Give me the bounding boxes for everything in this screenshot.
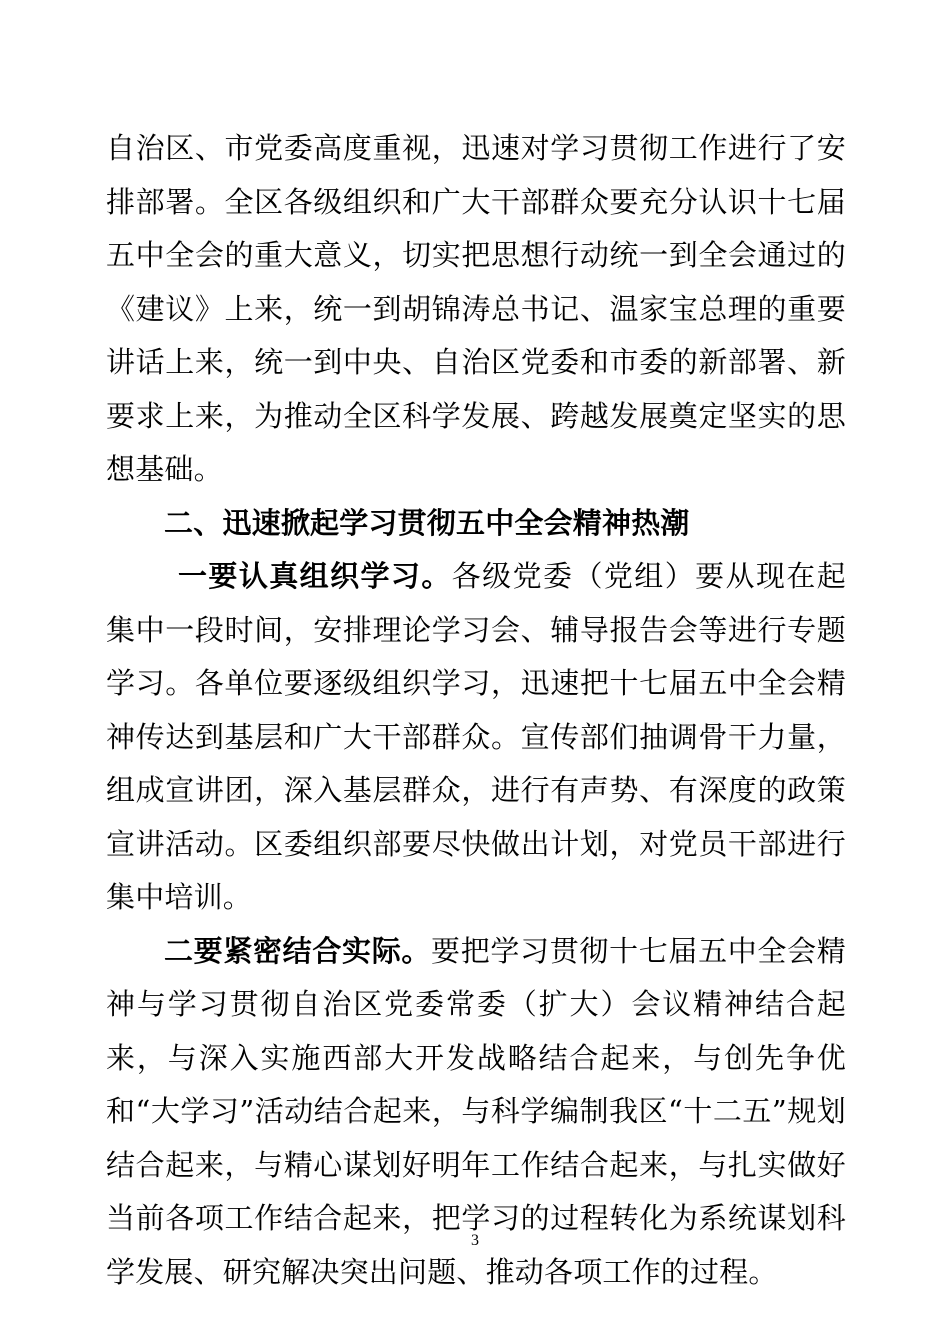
item-1-lead: 一要认真组织学习。 xyxy=(178,559,452,593)
paragraph-continuation: 自治区、市党委高度重视，迅速对学习贯彻工作进行了安排部署。全区各级组织和广大干部群众要充分认识十七届五中全会的重大意义，切实把思想行动统一到全会通过的《建议》上来，统一到胡锦涛总书记、温家宝总理的重要讲话上来，统一到中央、自治区党委和市委的新部署、新要求上来，为推动全区科学发展、跨越发展奠定坚实的思想基础。 xyxy=(106,131,846,486)
page-number: 3 xyxy=(471,1232,479,1249)
item-2-lead: 二要紧密结合实际。 xyxy=(164,933,432,968)
section-heading: 二、迅速掀起学习贯彻五中全会精神热潮 xyxy=(164,505,690,540)
item-2-text: 要把学习贯彻十七届五中全会精神与学习贯彻自治区党委常委（扩大）会议精神结合起来，与深入实施西部大开发战略结合起来，与创先争优和“大学习”活动结合起来，与科学编制我区“十二五”规划结合起来，与精心谋划好明年工作结合起来，与扎实做好当前各项工作结合起来，把学习的过程转化为系统谋划科学发展、研究解决突出问题、推动各项工作的过程。 xyxy=(106,933,846,1289)
item-1-text: 各级党委（党组）要从现在起集中一段时间，安排理论学习会、辅导报告会等进行专题学习。各单位要逐级组织学习，迅速把十七届五中全会精神传达到基层和广大干部群众。宣传部们抽调骨干力量，组成宣讲团，深入基层群众，进行有声势、有深度的政策宣讲活动。区委组织部要尽快做出计划，对党员干部进行集中培训。 xyxy=(106,559,846,914)
paragraph-item-1 xyxy=(106,550,846,925)
document-body xyxy=(106,122,846,1299)
